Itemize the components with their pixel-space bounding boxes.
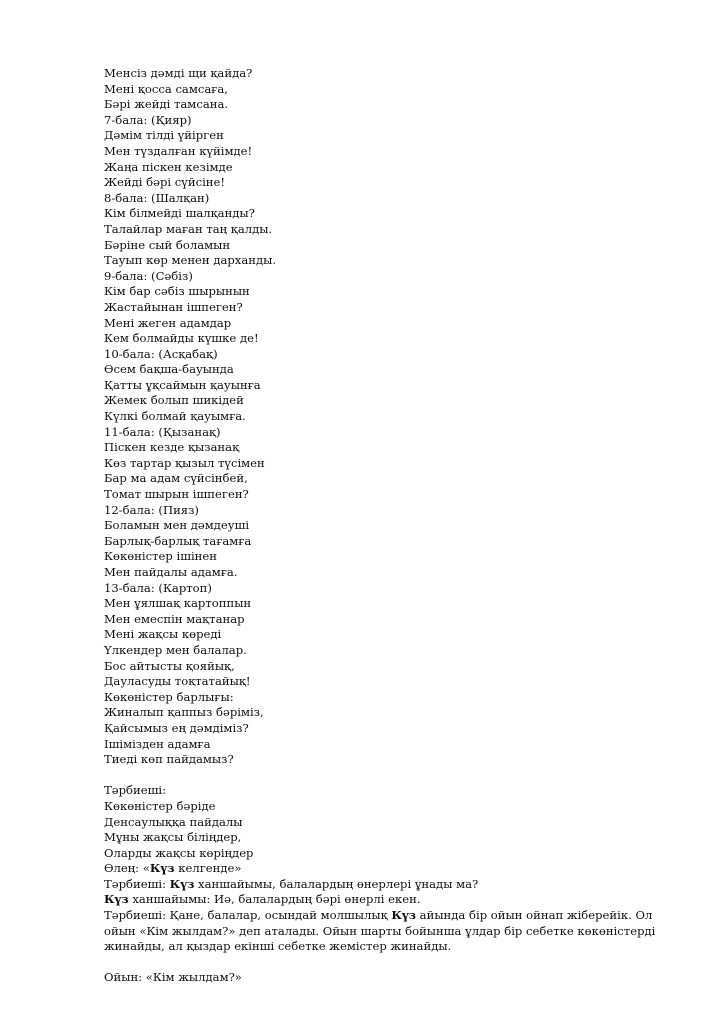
speaker-label: 7-бала: (Қияр) (104, 112, 192, 127)
speaker-label: 9-бала: (Сәбіз) (104, 268, 193, 283)
poem-line: Мұны жақсы біліңдер, (104, 830, 242, 845)
speaker-label: 13-бала: (Картоп) (104, 580, 212, 595)
poem-section (104, 66, 684, 768)
poem-line: Ішімізден адамға (104, 736, 211, 751)
poem-line: Мен ұялшақ картоппын (104, 596, 252, 611)
poem-line: Үлкендер мен балалар. (104, 642, 247, 657)
game-intro-suffix: айында бір ойын ойнап жіберейік. Ол ойын «Кім жылдам?» деп аталады. Ойын шарты бойынша ұлдар бір себетке көкөністерді жинайды, ал қыздар екінші себетке жемістер жинайды. (104, 908, 656, 954)
question-bold-word: Күз (169, 876, 195, 891)
blank-line (104, 768, 684, 784)
question-prefix: Тәрбиеші: (104, 876, 170, 891)
speaker-label: Тәрбиеші: (104, 783, 166, 798)
poem-line: Мен емеспін мақтанар (104, 611, 245, 626)
game-intro-bold-word: Күз (391, 908, 416, 923)
poem-line: Мені жеген адамдар (104, 315, 232, 330)
poem-line: Кім бар сәбіз шырынын (104, 284, 250, 299)
poem-line: Оларды жақсы көріңдер (104, 845, 254, 860)
poem-line: Бос айтысты қояйық, (104, 658, 235, 673)
answer-bold-word: Күз (104, 892, 129, 907)
song-prefix: Өлең: « (104, 861, 150, 876)
poem-line: Жемек болып шикідей (104, 393, 244, 408)
speaker-label: 8-бала: (Шалқан) (104, 190, 210, 205)
poem-line: Боламын мен дәмдеуші (104, 518, 250, 533)
answer-line (104, 892, 684, 908)
song-bold-word: Күз (149, 861, 175, 876)
poem-line: Көкөністер бәріде (104, 798, 216, 813)
poem-line: Барлық-барлық тағамға (104, 533, 252, 548)
poem-line: Тауып көр менен дарханды. (104, 253, 277, 268)
poem-line: Дауласуды тоқтатайық! (104, 674, 251, 689)
question-line (104, 877, 684, 893)
poem-line: Денсаулыққа пайдалы (104, 814, 243, 829)
poem-line: Қайсымыз ең дәмдіміз? (104, 720, 249, 735)
song-line (104, 861, 684, 877)
blank-line (104, 955, 684, 971)
poem-line: Қатты ұқсаймын қауынға (104, 377, 261, 392)
poem-line: Піскен кезде қызанақ (104, 440, 240, 455)
teacher-section (104, 783, 684, 861)
poem-line: Көз тартар қызыл түсімен (104, 455, 265, 470)
speaker-label: 10-бала: (Асқабақ) (104, 346, 218, 361)
poem-line: Дәмім тілді үйірген (104, 128, 224, 143)
poem-line: Күлкі болмай қауымға. (104, 409, 246, 424)
game-intro-paragraph (104, 908, 684, 955)
document-body (104, 66, 684, 986)
poem-line: Томат шырын ішпеген? (104, 487, 249, 502)
poem-line: Жастайынан ішпеген? (104, 299, 243, 314)
poem-line: Бәріне сый боламын (104, 237, 231, 252)
poem-line: Мені жақсы көреді (104, 627, 222, 642)
poem-line: Талайлар маған таң қалды. (104, 221, 273, 236)
poem-line: Бәрі жейді тамсана. (104, 97, 229, 112)
game-title: Ойын: «Кім жылдам?» (104, 970, 242, 985)
poem-line: Өсем бақша-бауында (104, 362, 234, 377)
poem-line: Кім білмейді шалқанды? (104, 206, 255, 221)
song-suffix: келгенде» (174, 861, 242, 876)
poem-line: Көкөністер ішінен (104, 549, 217, 564)
poem-line: Тиеді көп пайдамыз? (104, 752, 234, 767)
speaker-label: 11-бала: (Қызанақ) (104, 424, 221, 439)
game-intro-prefix: Тәрбиеші: Қане, балалар, осындай молшылық (104, 908, 392, 923)
poem-line: Бар ма адам сүйсінбей, (104, 471, 248, 486)
poem-line: Жиналып қаппыз бәріміз, (104, 705, 264, 720)
poem-line: Мені қосса самсаға, (104, 81, 228, 96)
answer-suffix: ханшайымы: Иә, балалардың бәрі өнерлі екен. (128, 892, 421, 907)
question-suffix: ханшайымы, балалардың өнерлері ұнады ма? (194, 876, 479, 891)
poem-line: Мен түздалған күйімде! (104, 143, 253, 158)
poem-line: Жаңа піскен кезімде (104, 159, 233, 174)
speaker-label: 12-бала: (Пияз) (104, 502, 199, 517)
poem-line: Менсіз дәмді щи қайда? (104, 66, 253, 80)
speaker-label: Көкөністер барлығы: (104, 689, 234, 704)
poem-line: Мен пайдалы адамға. (104, 565, 238, 579)
poem-line: Кем болмайды күшке де! (104, 331, 259, 346)
poem-line: Жейді бәрі сүйсіне! (104, 175, 226, 190)
